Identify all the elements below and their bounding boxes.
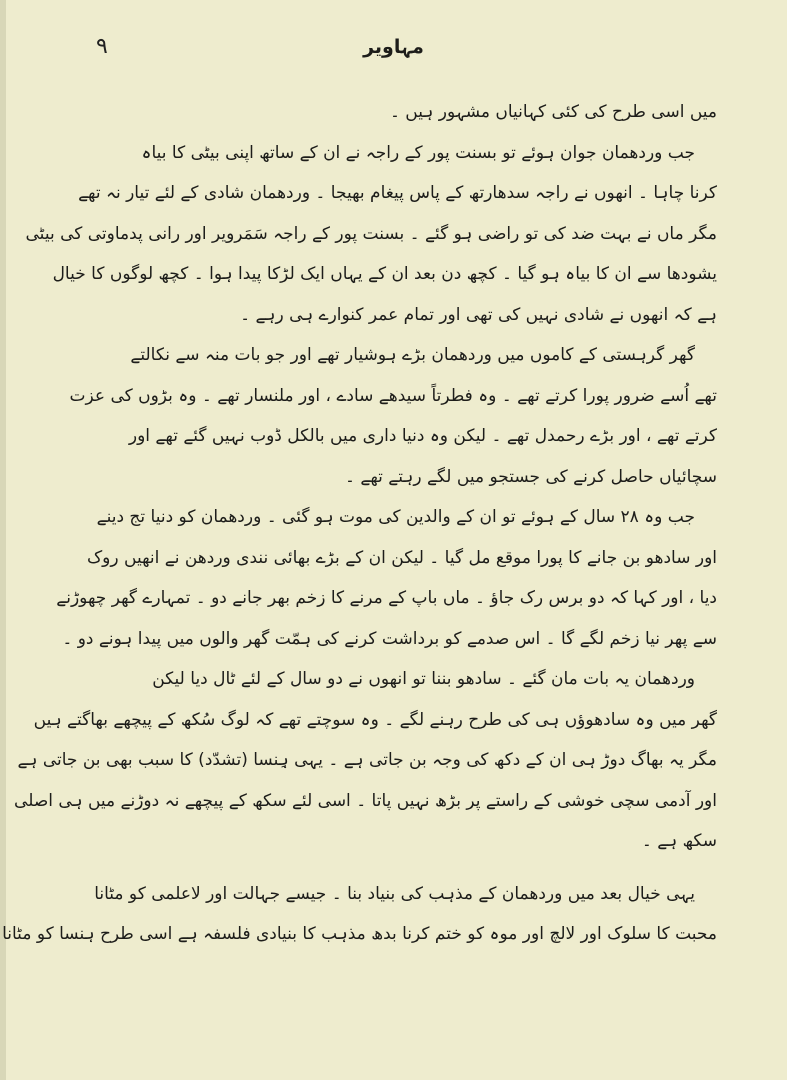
running-head: مہاویر bbox=[363, 36, 424, 58]
text-line: سکھ ہے ۔ bbox=[641, 831, 717, 851]
paragraph bbox=[25, 133, 717, 336]
text-line: محبت کا سلوک اور لالچ اور موہ کو ختم کرنا بدھ مذہب کا بنیادی فلسفہ ہے اسی طرح ہنسا کو مٹانا bbox=[2, 924, 717, 944]
text-line: جب وردھمان جوان ہوئے تو بسنت پور کے راجہ نے ان کے ساتھ اپنی بیٹی کا بیاہ bbox=[141, 142, 695, 163]
text-line: مگر یہ بھاگ دوڑ ہی ان کے دکھ کی وجہ بن جاتی ہے ۔ یہی ہِنسا (تشدّد) کا سبب بھی بن جاتی ہے bbox=[17, 750, 717, 770]
text-line: گھر میں وہ سادھوؤں ہی کی طرح رہنے لگے ۔ وہ سوچتے تھے کہ لوگ سُکھ کے پیچھے بھاگتے ہیں bbox=[33, 709, 717, 730]
text-line: دیا ، اور کہا کہ دو برس رک جاؤ ۔ ماں باپ کے مرنے کا زخم بھر جانے دو ۔ تمہارے گھر چھوڑنے bbox=[56, 588, 717, 608]
text-line: سے پھر نیا زخم لگے گا ۔ اس صدمے کو برداشت کرنے کی ہمّت گھر والوں میں پیدا ہونے دو ۔ bbox=[62, 628, 717, 649]
text-line: اور آدمی سچی خوشی کے راستے پر بڑھ نہیں پاتا ۔ اسی لئے سکھ کے پیچھے نہ دوڑنے میں ہی اصلی bbox=[14, 790, 717, 811]
text-line: جب وہ ۲۸ سال کے ہوئے تو ان کے والدین کی موت ہو گئی ۔ وردھمان کو دنیا تج دینے bbox=[96, 507, 695, 527]
text-line: سچائیاں حاصل کرنے کی جستجو میں لگے رہتے تھے ۔ bbox=[345, 466, 717, 487]
text-line: کرنا چاہا ۔ انھوں نے راجہ سدھارتھ کے پاس پیغام بھیجا ۔ وردھمان شادی کے لئے تیار نہ تھے bbox=[78, 183, 717, 203]
text-line: گھر گرہستی کے کاموں میں وردھمان بڑے ہوشیار تھے اور جو بات منہ سے نکالتے bbox=[130, 345, 695, 365]
page-number: ۹ bbox=[96, 34, 108, 59]
text-line: میں اسی طرح کی کئی کہانیاں مشہور ہیں ۔ bbox=[389, 102, 717, 122]
text-line: کرتے تھے ، اور بڑے رحمدل تھے ۔ لیکن وہ دنیا داری میں بالکل ڈوب نہیں گئے تھے اور bbox=[128, 426, 717, 446]
paragraph bbox=[90, 92, 717, 133]
text-line: ہے کہ انھوں نے شادی نہیں کی تھی اور تمام عمر کنوارے ہی رہے ۔ bbox=[240, 304, 717, 325]
text-line: وردھمان یہ بات مان گئے ۔ سادھو بننا تو انھوں نے دو سال کے لئے ٹال دیا لیکن bbox=[152, 669, 695, 689]
text-line: تھے اُسے ضرور پورا کرتے تھے ۔ وہ فطرتاً سیدھے سادے ، اور ملنسار تھے ۔ وہ بڑوں کی عزت bbox=[69, 385, 717, 406]
body-text bbox=[2, 92, 717, 955]
text-line: مگر ماں نے بہت ضد کی تو راضی ہو گئے ۔ بسنت پور کے راجہ سَمَرویر اور رانی پدماوتی کی بیٹی bbox=[25, 223, 717, 244]
text-line: اور سادھو بن جانے کا پورا موقع مل گیا ۔ لیکن ان کے بڑے بھائی نندی وردھن نے انھیں روک bbox=[86, 547, 717, 568]
paragraph-gap bbox=[90, 862, 717, 874]
text-line: یہی خیال بعد میں وردھمان کے مذہب کی بنیاد بنا ۔ جیسے جہالت اور لاعلمی کو مٹانا bbox=[94, 883, 695, 904]
paragraph bbox=[2, 874, 717, 955]
paragraph bbox=[14, 497, 717, 862]
paragraph bbox=[69, 335, 717, 497]
text-line: یشودھا سے ان کا بیاہ ہو گیا ۔ کچھ دن بعد ان کے یہاں ایک لڑکا پیدا ہوا ۔ کچھ لوگوں کا خیال bbox=[52, 264, 717, 284]
